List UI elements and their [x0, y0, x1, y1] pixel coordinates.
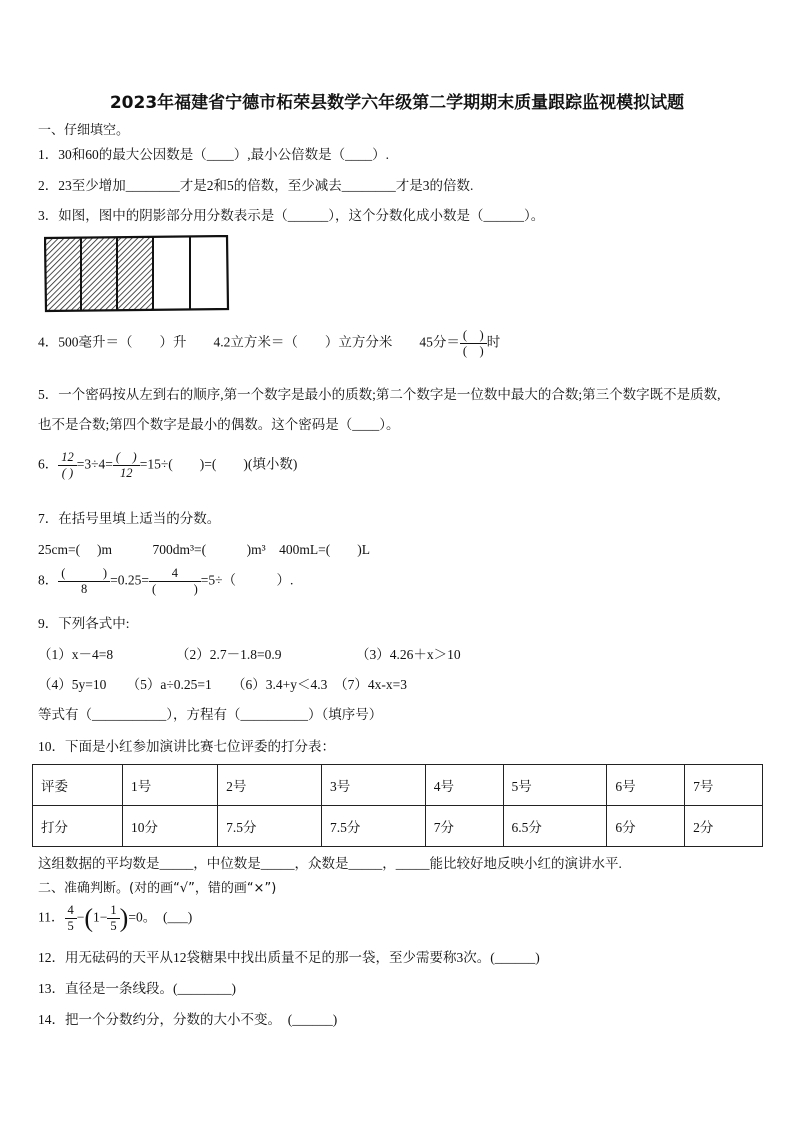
question-5-line-2: 也不是合数;第四个数字是最小的偶数。这个密码是（____）。 — [38, 417, 400, 432]
question-3: 3．如图，图中的阴影部分用分数表示是（______），这个分数化成小数是（______）。 — [38, 208, 545, 223]
question-5-line-1: 5．一个密码按从左到右的顺序,第一个数字是最小的质数;第二个数字是一位数中最大的合数;第三个数字既不是质数, — [38, 387, 721, 402]
question-6: 6． $\frac{12}{( )}$ =3÷4= $\frac{( )}{12}$ =15÷( )=( )(填小数) — [38, 450, 298, 480]
question-10: 10．下面是小红参加演讲比赛七位评委的打分表： — [38, 739, 335, 754]
question-9-row-1: （1）x－4=8 （2）2.7－1.8=0.9 （3）4.26＋x＞10 — [38, 647, 461, 662]
fraction-1-over-5: $\frac{1}{5}$ — [107, 903, 119, 934]
shaded-part — [45, 238, 153, 310]
question-1: 1．30和60的最大公因数是（____）,最小公倍数是（____）. — [38, 147, 389, 162]
question-8: 8． $\frac{( )}{8}$ =0.25= $\frac{4}{( )}$ =5÷（ ）. — [38, 566, 294, 596]
question-9: 9．下列各式中: — [38, 616, 130, 631]
question-7: 7．在括号里填上适当的分数。 — [38, 511, 221, 526]
hours-fraction: $\frac{( )}{( )}$ — [460, 328, 487, 359]
table-row-scores: 打分 10分 7.5分 7.5分 7分 6.5分 6分 2分 — [33, 806, 763, 847]
shaded-rectangle-figure — [44, 235, 230, 313]
section-2-heading: 二、准确判断。(对的画“√”，错的画“×”) — [38, 881, 277, 896]
question-9-answer: 等式有（___________），方程有（__________）（填序号） — [38, 707, 383, 722]
fraction-blank-over-12: $\frac{( )}{12}$ — [113, 450, 140, 481]
question-7-blanks: 25cm=( )m 700dm³=( )m³ 400mL=( )L — [38, 542, 371, 557]
question-13: 13．直径是一条线段。(________) — [38, 981, 236, 996]
question-10-answer: 这组数据的平均数是_____，中位数是_____，众数是_____，_____能比较好地反映小红的演讲水平. — [38, 856, 622, 871]
score-table — [32, 764, 763, 847]
question-11: 11． $\frac{4}{5}$ −(1− $\frac{1}{5}$ )=0。 (___) — [38, 903, 193, 933]
fraction-4-over-blank: $\frac{4}{( )}$ — [149, 566, 201, 597]
question-14: 14．把一个分数约分，分数的大小不变。 (______) — [38, 1012, 338, 1027]
question-4: 4．500毫升＝（ ）升 4.2立方米＝（ ）立方分米 45分＝ $\frac{( )}{( )}$ 时 — [38, 328, 501, 358]
fraction-4-over-5: $\frac{4}{5}$ — [65, 903, 77, 934]
question-9-row-2: （4）5y=10 （5）a÷0.25=1 （6）3.4+y＜4.3 （7）4x-x=3 — [38, 677, 407, 692]
fraction-blank-over-8: $\frac{( )}{8}$ — [58, 566, 110, 597]
question-2: 2．23至少增加________才是2和5的倍数，至少减去________才是3的倍数. — [38, 178, 474, 193]
page-title: 2023年福建省宁德市柘荣县数学六年级第二学期期末质量跟踪监视模拟试题 — [109, 93, 685, 113]
table-row-judges: 评委 1号 2号 3号 4号 5号 6号 7号 — [33, 765, 763, 806]
fraction-12-over-blank: $\frac{12}{( )}$ — [58, 450, 77, 481]
question-12: 12．用无砝码的天平从12袋糖果中找出质量不足的那一袋，至少需要称3次。(______) — [38, 950, 540, 965]
section-1-heading: 一、仔细填空。 — [38, 123, 130, 138]
